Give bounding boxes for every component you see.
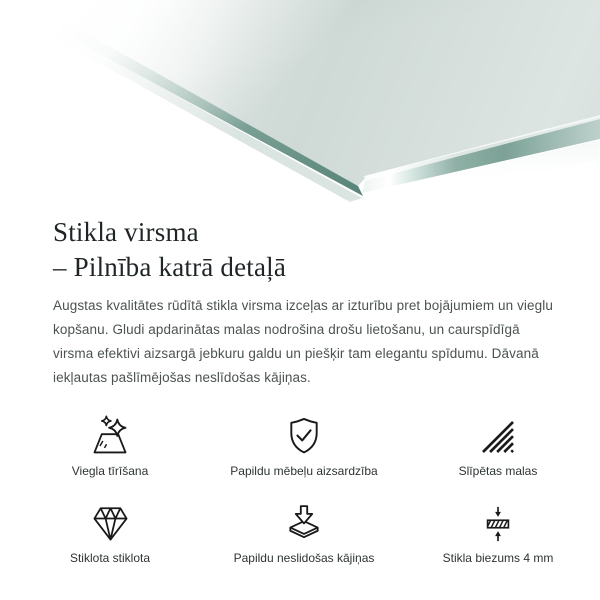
feature-easy-cleaning [13,411,207,478]
feature-polished-edges [401,411,595,478]
feature-grid [53,411,555,565]
feature-label: Papildu mēbeļu aizsardzība [230,464,378,479]
title-line-2: – Pilnība katrā detaļā [53,252,287,283]
diamond-icon [89,498,132,544]
page-title [53,215,555,285]
feature-glazed-glass [13,498,207,565]
feature-non-slip-feet [207,498,401,565]
glass-thickness-icon [478,498,518,544]
product-description-section [0,205,600,565]
shield-check-icon [283,411,325,457]
feature-label: Stikla biezums 4 mm [442,551,554,566]
product-hero-image [0,0,600,205]
hero-white-fade [0,0,600,205]
feature-label: Papildu neslidošas kājiņas [233,551,375,566]
title-line-1: Stikla virsma [53,217,199,247]
sparkle-surface-icon [88,411,132,457]
feature-furniture-protection [207,411,401,478]
non-slip-feet-icon [282,498,326,544]
feature-glass-thickness [401,498,595,565]
beveled-edges-icon [478,411,518,457]
feature-label: Slīpētas malas [458,464,538,479]
product-description-text: Augstas kvalitātes rūdītā stikla virsma izceļas ar izturību pret bojājumiem un vieglu kopšanu. Gludi apdarinātas malas nodrošina drošu lietošanu, un caurspīdīgā virsma efektivi aizsargā jebkuru galdu un piešķir tam elegantu spīdumu. Dāvanā iekļautas pašlīmējošas neslīdošas kājiņas. [53,298,553,386]
feature-label: Stiklota stiklota [69,551,151,566]
feature-label: Viegla tīrīšana [71,464,149,479]
